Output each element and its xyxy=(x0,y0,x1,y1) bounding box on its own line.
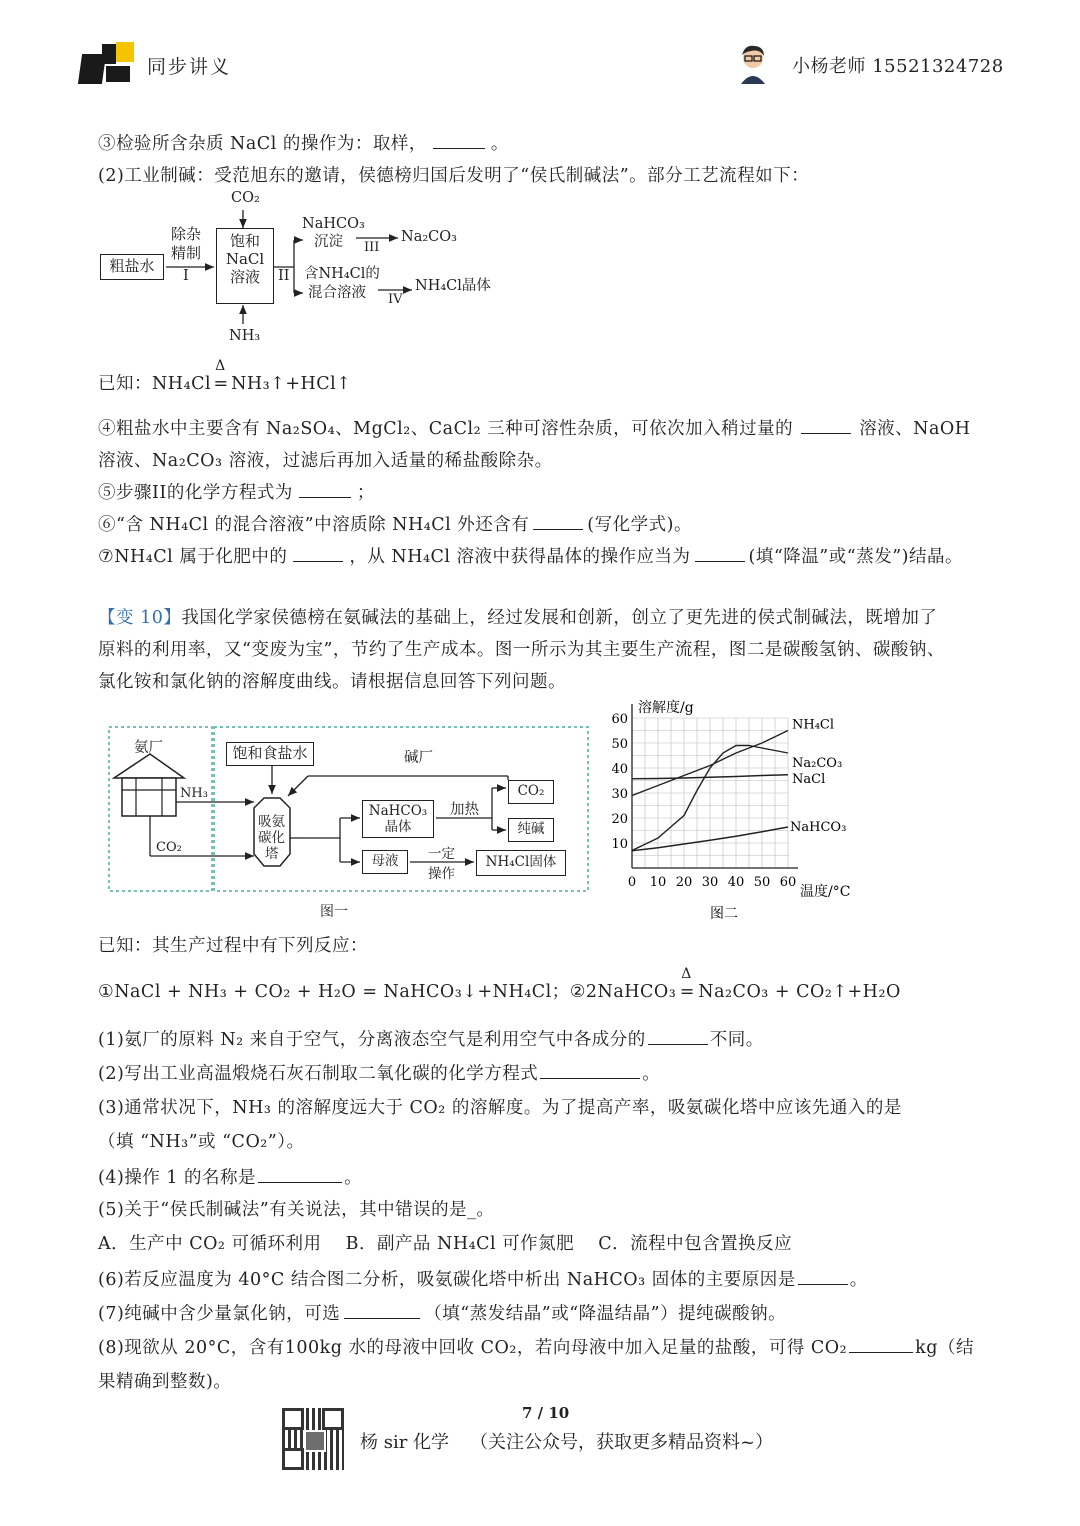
soda-plant-label: 碱厂 xyxy=(404,750,433,766)
step3-numeral: III xyxy=(364,240,380,255)
fig1-caption: 图一 xyxy=(320,904,348,920)
tower-label-1: 吸氨 xyxy=(258,814,285,830)
p1-line: (1)氨厂的原料 N₂ 来自于空气，分离液态空气是利用空气中各成分的 不同。 xyxy=(98,1030,764,1050)
p4-line: (4)操作 1 的名称是 。 xyxy=(98,1168,363,1188)
logo xyxy=(80,42,136,84)
footer-note: （关注公众号，获取更多精品资料~） xyxy=(470,1432,774,1453)
step4-numeral: IV xyxy=(388,292,403,307)
co2-box xyxy=(508,780,554,804)
fig1-co2: CO₂ xyxy=(156,840,182,855)
q7-line: ⑦NH₄Cl 属于化肥中的 ，从 NH₄Cl 溶液中获得晶体的操作应当为 (填“降温”或“蒸发”)结晶。 xyxy=(98,547,963,567)
y-tick-label: 30 xyxy=(611,787,628,802)
fig1-nh3: NH₃ xyxy=(180,786,208,801)
x-tick-label: 20 xyxy=(675,875,693,890)
series-label-0: NH₄Cl xyxy=(792,717,835,733)
x-tick-label: 0 xyxy=(627,875,637,890)
solubility-chart xyxy=(600,696,860,928)
chart-caption: 图二 xyxy=(710,906,738,922)
x-tick-label: 10 xyxy=(649,875,667,890)
step2-numeral: II xyxy=(278,268,290,284)
p3-line-a: (3)通常状况下，NH₃ 的溶解度远大于 CO₂ 的溶解度。为了提高产率，吸氨碳化塔中应该先通入的是 xyxy=(98,1098,902,1118)
mix-label-b: 混合溶液 xyxy=(308,285,366,301)
x-tick-label: 40 xyxy=(727,875,745,890)
step1-label-b: 精制 xyxy=(171,244,202,262)
mother-liquor-label: 母液 xyxy=(371,853,399,869)
teacher-avatar xyxy=(733,40,773,86)
op-label-2: 操作 xyxy=(428,866,455,882)
na2co3-label: Na₂CO₃ xyxy=(401,229,457,245)
y-tick-label: 20 xyxy=(611,812,628,827)
nahco3-crystal-a: NaHCO₃ xyxy=(368,803,428,819)
q2-intro: (2)工业制碱：受范旭东的邀请，侯德榜归国后发明了“侯氏制碱法”。部分工艺流程如下： xyxy=(98,166,810,186)
q5-line: ⑤步骤II的化学方程式为 ； xyxy=(98,483,375,503)
nahco3-crystal-box xyxy=(362,800,434,838)
q6-line: ⑥“含 NH₄Cl 的混合溶液”中溶质除 NH₄Cl 外还含有 (写化学式)。 xyxy=(98,515,692,535)
y-tick-label: 40 xyxy=(611,762,628,777)
series-label-1: Na₂CO₃ xyxy=(792,756,843,771)
p8-line-b: 果精确到整数)。 xyxy=(98,1372,232,1392)
mix-label-a: 含NH₄Cl的 xyxy=(304,266,380,282)
v10-line-a: 【变 10】我国化学家侯德榜在氨碱法的基础上，经过发展和创新，创立了更先进的侯式制碱法，既增加了 xyxy=(98,608,938,628)
known-2: 已知：其生产过程中有下列反应： xyxy=(98,936,368,956)
q4-line-a: ④粗盐水中主要含有 Na₂SO₄、MgCl₂、CaCl₂ 三种可溶性杂质，可依次加入稍过量的 溶液、NaOH xyxy=(98,419,971,439)
p3-line-b: （填 “NH₃”或 “CO₂”）。 xyxy=(98,1132,305,1152)
mother-liquor-box xyxy=(362,850,408,874)
nh4cl-solid-box xyxy=(476,850,566,876)
v10-tag: 【变 10】 xyxy=(98,608,182,628)
tower-label-2: 碳化 xyxy=(258,830,285,846)
nahco3-crystal-b: 晶体 xyxy=(384,819,412,835)
brine-box xyxy=(226,742,314,766)
known-reaction-1: 已知：NH₄Cl Δ = NH₃↑+HCl↑ xyxy=(98,358,352,394)
step1-numeral: I xyxy=(183,268,189,284)
flow-co2: CO₂ xyxy=(231,190,260,206)
p2-line: (2)写出工业高温煅烧石灰石制取二氧化碳的化学方程式 。 xyxy=(98,1064,661,1084)
saturated-nacl-box xyxy=(216,228,274,304)
reaction-line: ①NaCl + NH₃ + CO₂ + H₂O = NaHCO₃↓+NH₄Cl；②2NaHCO₃ Δ = Na₂CO₃ + CO₂↑+H₂O xyxy=(98,966,901,1002)
soda-box xyxy=(508,818,554,842)
p6-line: (6)若反应温度为 40°C 结合图二分析，吸氨碳化塔中析出 NaHCO₃ 固体的主要原因是 。 xyxy=(98,1270,868,1290)
v10-line-c: 氯化铵和氯化钠的溶解度曲线。请根据信息回答下列问题。 xyxy=(98,672,566,692)
soda-box-label: 纯碱 xyxy=(517,821,545,837)
tower-label-3: 塔 xyxy=(265,846,279,862)
chart-ylabel: 溶解度/g xyxy=(638,700,694,716)
x-tick-label: 60 xyxy=(779,875,797,890)
teacher-info: 小杨老师 15521324728 xyxy=(792,56,1004,77)
op-label-1: 一定 xyxy=(428,846,455,862)
y-tick-label: 10 xyxy=(611,837,628,852)
sat-line1: 饱和 xyxy=(229,232,260,250)
p7-line: (7)纯碱中含少量氯化钠，可选 （填“蒸发结晶”或“降温结晶”）提纯碳酸钠。 xyxy=(98,1304,787,1324)
x-tick-label: 50 xyxy=(753,875,771,890)
header-title: 同步讲义 xyxy=(147,56,232,78)
q3-line: ③检验所含杂质 NaCl 的操作为：取样， 。 xyxy=(98,134,509,154)
y-tick-label: 60 xyxy=(611,712,628,727)
flow-nh3: NH₃ xyxy=(229,328,261,344)
qr-code xyxy=(282,1408,344,1470)
series-label-2: NaCl xyxy=(792,771,826,787)
v10-line-b: 原料的利用率，又“变废为宝”，节约了生产成本。图一所示为其主要生产流程，图二是碳酸氢钠、碳酸钠、 xyxy=(98,640,945,660)
raw-brine-label: 粗盐水 xyxy=(109,257,155,275)
co2-box-label: CO₂ xyxy=(517,783,545,799)
p8-line-a: (8)现欲从 20°C，含有100kg 水的母液中回收 CO₂，若向母液中加入足量的盐酸，可得 CO₂ kg（结 xyxy=(98,1338,974,1358)
page-number: 7 / 10 xyxy=(522,1404,570,1422)
x-tick-label: 30 xyxy=(701,875,719,890)
nahco3-label: NaHCO₃ xyxy=(302,216,365,232)
step1-label-a: 除杂 xyxy=(171,225,202,243)
figure-one xyxy=(108,726,590,926)
y-tick-label: 50 xyxy=(611,737,628,752)
process-flow-diagram xyxy=(98,188,518,348)
q4-line-b: 溶液、Na₂CO₃ 溶液，过滤后再加入适量的稀盐酸除杂。 xyxy=(98,451,553,471)
sat-line2: NaCl xyxy=(225,250,265,268)
footer-account: 杨 sir 化学 xyxy=(360,1432,450,1453)
ammonia-plant-label: 氨厂 xyxy=(134,740,163,756)
heat-label: 加热 xyxy=(450,802,479,818)
brine-label: 饱和食盐水 xyxy=(232,744,308,762)
p5-line: (5)关于“侯氏制碱法”有关说法，其中错误的是_。 xyxy=(98,1200,495,1220)
series-label-3: NaHCO₃ xyxy=(790,820,847,835)
nh4cl-crystal-label: NH₄Cl晶体 xyxy=(415,278,491,294)
raw-brine-box xyxy=(100,254,164,280)
precip-label: 沉淀 xyxy=(314,234,343,250)
chart-xlabel: 温度/°C xyxy=(800,884,851,900)
nh4cl-solid-label: NH₄Cl固体 xyxy=(485,854,557,870)
p5-options: A．生产中 CO₂ 可循环利用 B．副产品 NH₄Cl 可作氮肥 C．流程中包含置换反应 xyxy=(98,1234,793,1254)
sat-line3: 溶液 xyxy=(229,268,260,286)
